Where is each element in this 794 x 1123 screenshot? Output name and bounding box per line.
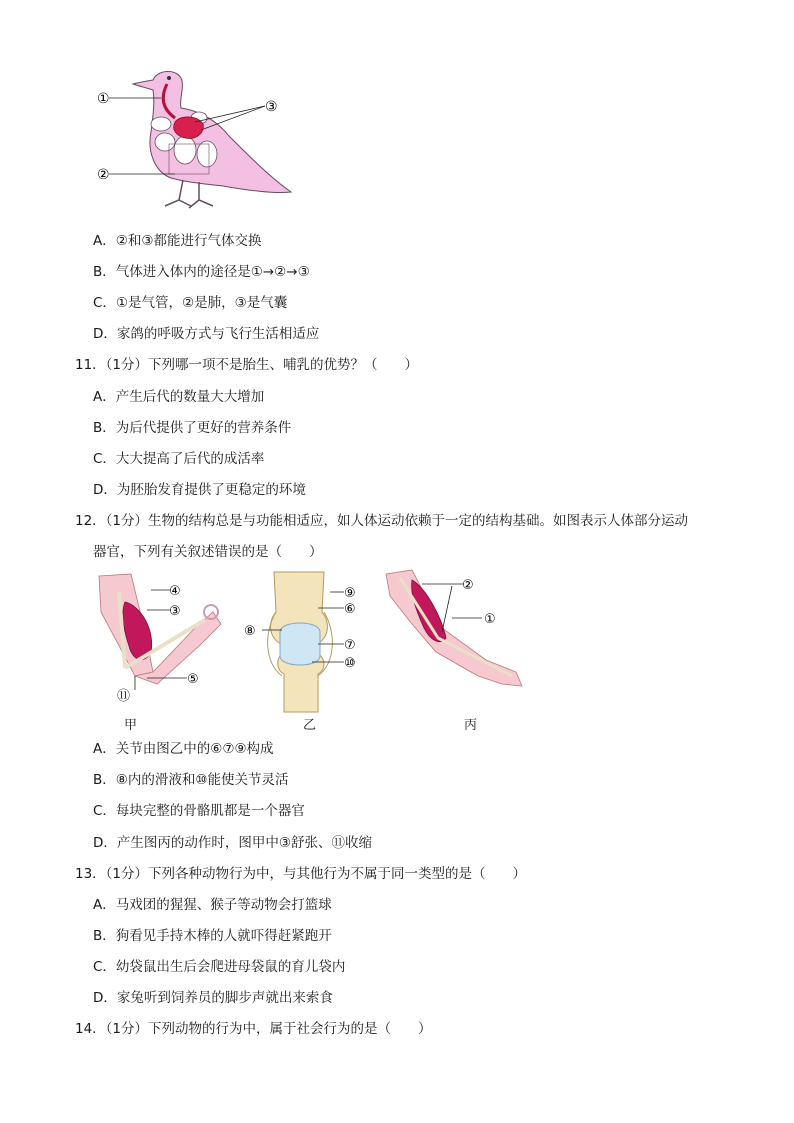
figure-yi-joint	[240, 572, 380, 712]
q10-option-a: A．②和③都能进行气体交换	[93, 233, 262, 249]
yi-label-9: ⑨	[344, 586, 356, 601]
yi-label-8: ⑧	[244, 624, 256, 639]
pigeon-label-3: ③	[265, 99, 278, 115]
q11-option-b: B．为后代提供了更好的营养条件	[93, 420, 292, 436]
yi-label-10: ⑩	[344, 656, 356, 671]
yi-label-7: ⑦	[344, 638, 356, 653]
q10-option-d: D．家鸽的呼吸方式与飞行生活相适应	[93, 326, 320, 342]
jia-label-4: ④	[169, 584, 181, 599]
q12-option-a: A．关节由图乙中的⑥⑦⑨构成	[93, 741, 274, 757]
q13-option-d: D．家兔听到饲养员的脚步声就出来索食	[93, 990, 333, 1006]
figure-bing-arm	[382, 568, 532, 692]
q13-option-b: B．狗看见手持木棒的人就吓得赶紧跑开	[93, 928, 332, 944]
q10-option-b: B．气体进入体内的途径是①→②→③	[93, 264, 310, 280]
bing-label-2: ②	[462, 578, 474, 593]
bing-label-1: ①	[484, 612, 496, 627]
q12-option-d: D．产生图丙的动作时，图甲中③舒张、⑪收缩	[93, 835, 372, 851]
q10-option-c: C．①是气管，②是肺，③是气囊	[93, 295, 288, 311]
q11-option-c: C．大大提高了后代的成活率	[93, 451, 265, 467]
figure-jia-caption: 甲	[124, 718, 138, 733]
triceps	[412, 580, 446, 642]
q13-option-c: C．幼袋鼠出生后会爬进母袋鼠的育儿袋内	[93, 959, 346, 975]
figure-jia-arm	[95, 572, 230, 704]
yi-label-6: ⑥	[344, 602, 356, 617]
q14-stem: 14．（1分）下列动物的行为中，属于社会行为的是（ ）	[75, 1021, 432, 1037]
q11-option-a: A．产生后代的数量大大增加	[93, 389, 265, 405]
pigeon-label-1: ①	[97, 91, 110, 107]
jia-label-5: ⑤	[187, 672, 199, 687]
figure-yi-caption: 乙	[303, 718, 317, 733]
q12-option-c: C．每块完整的骨骼肌都是一个器官	[93, 803, 305, 819]
jia-label-11: ⑪	[117, 689, 131, 704]
q11-option-d: D．为胚胎发育提供了更稳定的环境	[93, 482, 306, 498]
q12-option-b: B．⑧内的滑液和⑩能使关节灵活	[93, 772, 289, 788]
lung	[174, 117, 204, 138]
jia-label-3: ③	[169, 604, 181, 619]
figure-bing-caption: 丙	[464, 718, 478, 733]
pigeon-respiratory-figure	[95, 62, 295, 214]
pigeon-label-2: ②	[97, 167, 110, 183]
q13-stem: 13．（1分）下列各种动物行为中，与其他行为不属于同一类型的是（ ）	[75, 866, 527, 882]
q12-stem-line2: 器官，下列有关叙述错误的是（ ）	[93, 544, 323, 560]
q11-stem: 11．（1分）下列哪一项不是胎生、哺乳的优势？（ ）	[75, 357, 419, 373]
q12-stem-line1: 12．（1分）生物的结构总是与功能相适应，如人体运动依赖于一定的结构基础。如图表示人体部分运动	[75, 513, 689, 529]
q13-option-a: A．马戏团的猩猩、猴子等动物会打篮球	[93, 897, 332, 913]
